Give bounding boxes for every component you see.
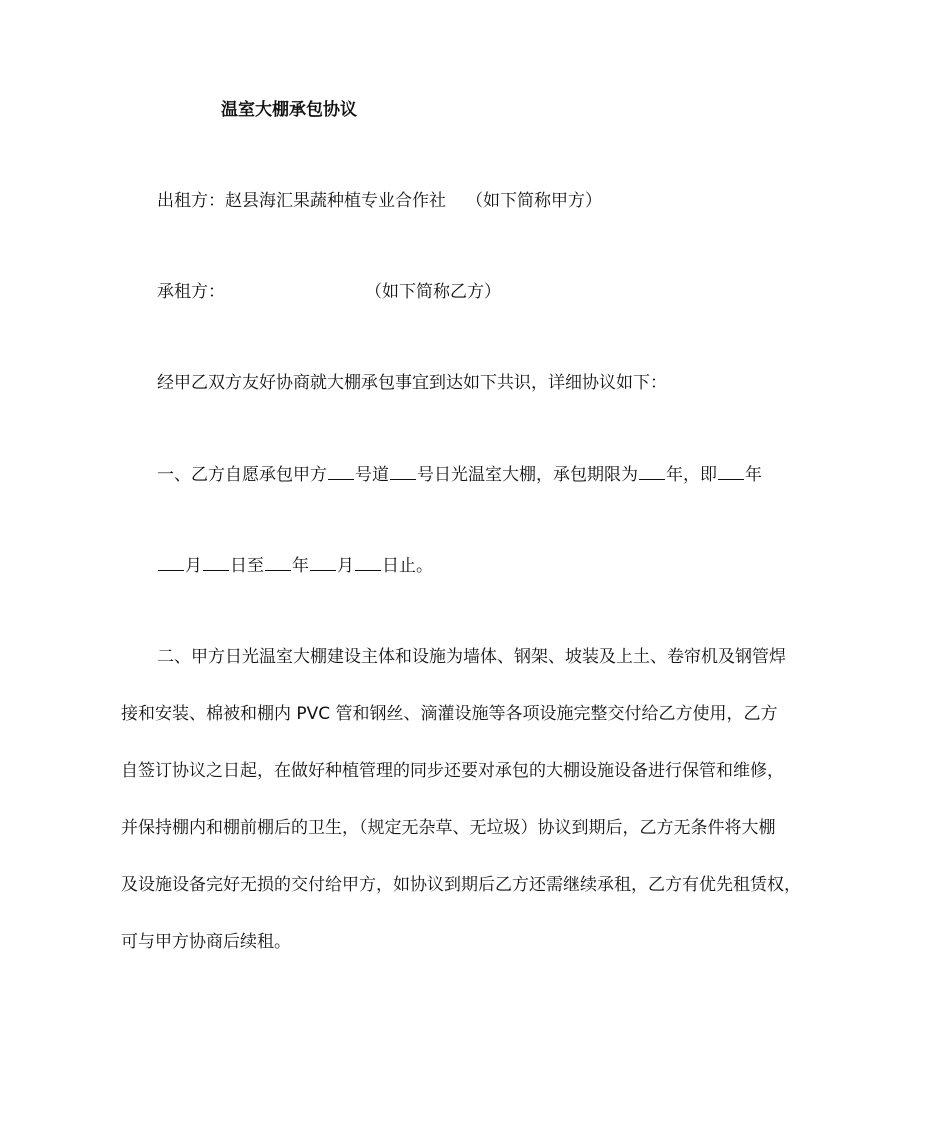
clause-1-text: 年 bbox=[292, 556, 309, 576]
clause-1-text: 月 bbox=[337, 556, 354, 576]
clause-2-line: 并保持棚内和棚前棚后的卫生，（规定无杂草、无垃圾）协议到期后，乙方无条件将大棚 bbox=[121, 818, 776, 838]
lessee-line bbox=[157, 280, 501, 304]
clause-2-line: 二、甲方日光温室大棚建设主体和设施为墙体、钢架、坡装及上土、卷帘机及钢管焊 bbox=[157, 647, 786, 667]
clause-2-line: 自签订协议之日起，在做好种植管理的同步还要对承包的大棚设施设备进行保管和维修， bbox=[121, 761, 784, 781]
lessor-label: 出租方： bbox=[157, 191, 225, 211]
lessor-alias: （如下简称甲方） bbox=[466, 191, 602, 211]
clause-1-line-2 bbox=[157, 553, 433, 578]
fill-blank bbox=[390, 462, 416, 480]
lessor-line bbox=[157, 189, 602, 213]
clause-1-text: 年 bbox=[745, 465, 762, 485]
clause-1-text: 日止。 bbox=[382, 556, 433, 576]
fill-blank bbox=[265, 553, 291, 571]
fill-blank bbox=[355, 553, 381, 571]
fill-blank bbox=[328, 462, 354, 480]
clause-1-text: 月 bbox=[185, 556, 202, 576]
document-title: 温室大棚承包协议 bbox=[221, 100, 357, 120]
clause-1-text: 一、乙方自愿承包甲方 bbox=[157, 465, 327, 485]
lessor-name: 赵县海汇果蔬种植专业合作社 bbox=[225, 191, 446, 211]
clause-1-text: 号日光温室大棚，承包期限为 bbox=[417, 465, 638, 485]
lessee-alias: （如下简称乙方） bbox=[365, 282, 501, 302]
clause-2-line: 及设施设备完好无损的交付给甲方，如协议到期后乙方还需继续承租，乙方有优先租赁权， bbox=[121, 875, 801, 895]
clause-1-text: 年，即 bbox=[666, 465, 717, 485]
fill-blank bbox=[310, 553, 336, 571]
fill-blank bbox=[639, 462, 665, 480]
clause-2-line: 接和安装、棉被和棚内 PVC 管和钢丝、滴灌设施等各项设施完整交付给乙方使用，乙方 bbox=[121, 704, 778, 724]
intro-paragraph: 经甲乙双方友好协商就大棚承包事宜到达如下共识，详细协议如下： bbox=[157, 373, 667, 393]
clause-1-text: 日至 bbox=[230, 556, 264, 576]
fill-blank bbox=[718, 462, 744, 480]
fill-blank bbox=[203, 553, 229, 571]
clause-1-line-1 bbox=[157, 462, 762, 487]
clause-2-line: 可与甲方协商后续租。 bbox=[121, 932, 291, 952]
fill-blank bbox=[158, 553, 184, 571]
clause-1-text: 号道 bbox=[355, 465, 389, 485]
lessee-label: 承租方： bbox=[157, 282, 225, 302]
